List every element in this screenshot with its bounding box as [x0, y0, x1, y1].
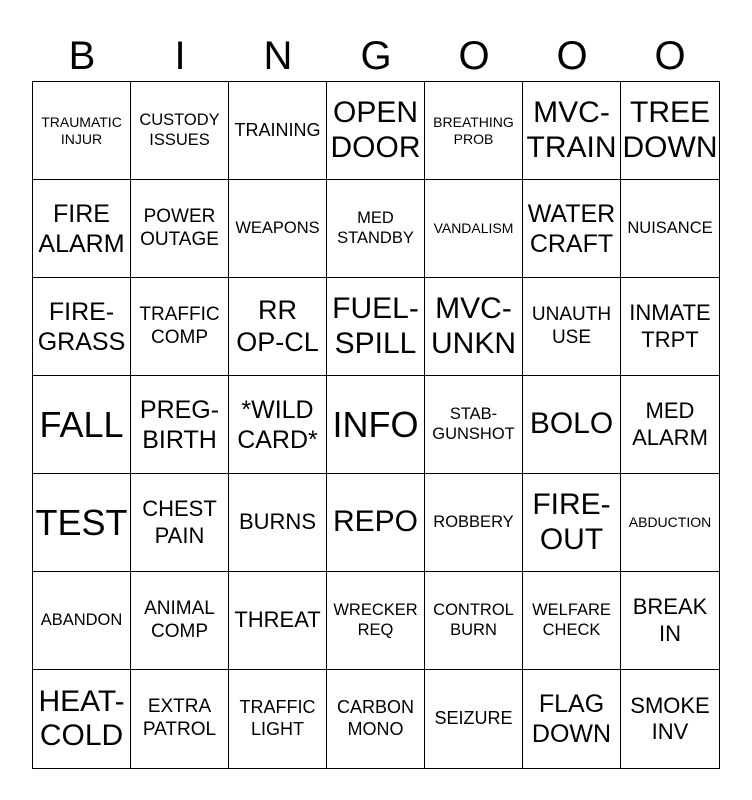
bingo-cell[interactable] [327, 670, 425, 768]
cell-label: WELFARE CHECK [532, 600, 611, 639]
bingo-cell[interactable] [621, 572, 719, 670]
cell-label: POWER OUTAGE [140, 205, 219, 250]
header-letter-n: N [263, 34, 293, 78]
bingo-cell[interactable] [33, 82, 131, 180]
cell-label: NUISANCE [627, 218, 713, 237]
cell-label: BOLO [529, 407, 614, 441]
bingo-cell[interactable] [523, 82, 621, 180]
bingo-cell[interactable] [229, 180, 327, 278]
bingo-cell[interactable] [425, 572, 523, 670]
bingo-header [33, 30, 719, 82]
cell-label: MVC- TRAIN [526, 96, 617, 164]
bingo-cell[interactable] [621, 82, 719, 180]
bingo-cell[interactable] [229, 572, 327, 670]
header-letter-i: I [174, 34, 186, 78]
cell-label: RR OP-CL [236, 295, 319, 357]
cell-label: TREE DOWN [622, 96, 718, 164]
bingo-cell[interactable] [229, 278, 327, 376]
cell-label: TRAFFIC LIGHT [239, 697, 316, 739]
header-letter-o-1: O [458, 34, 490, 78]
bingo-cell[interactable] [621, 278, 719, 376]
cell-label: THREAT [234, 607, 321, 633]
cell-label: MED ALARM [632, 398, 708, 450]
bingo-cell[interactable] [621, 376, 719, 474]
cell-label: ANIMAL COMP [144, 597, 215, 642]
bingo-cell[interactable] [523, 278, 621, 376]
cell-label: UNAUTH USE [531, 303, 612, 348]
bingo-cell[interactable] [229, 670, 327, 768]
cell-label: VANDALISM [433, 220, 514, 237]
bingo-cell[interactable] [33, 572, 131, 670]
bingo-cell[interactable] [425, 82, 523, 180]
cell-label: CHEST PAIN [142, 496, 217, 548]
bingo-cell[interactable] [523, 474, 621, 572]
cell-label: MED STANDBY [337, 208, 414, 247]
cell-label: PREG- BIRTH [139, 395, 220, 454]
cell-label: FIRE- GRASS [37, 297, 126, 356]
cell-label: TRAUMATIC INJUR [41, 113, 122, 147]
bingo-cell[interactable] [131, 572, 229, 670]
cell-label: OPEN DOOR [330, 96, 421, 164]
cell-label: CARBON MONO [336, 697, 414, 739]
bingo-cell[interactable] [327, 376, 425, 474]
bingo-cell[interactable] [621, 474, 719, 572]
cell-label: TEST [35, 501, 128, 543]
bingo-cell[interactable] [131, 278, 229, 376]
cell-label: MVC- UNKN [430, 292, 516, 360]
bingo-cell[interactable] [425, 376, 523, 474]
bingo-cell[interactable] [523, 376, 621, 474]
bingo-cell[interactable] [131, 376, 229, 474]
bingo-cell[interactable] [33, 180, 131, 278]
bingo-cell[interactable] [327, 474, 425, 572]
bingo-board [32, 81, 720, 769]
header-letter-g: G [360, 34, 392, 78]
cell-label: FIRE- OUT [532, 488, 611, 556]
bingo-cell[interactable] [523, 572, 621, 670]
cell-label: CONTROL BURN [433, 600, 514, 639]
cell-label: INFO [332, 403, 419, 445]
cell-label: INMATE TRPT [629, 300, 711, 352]
cell-label: BURNS [238, 509, 316, 535]
bingo-cell[interactable] [229, 474, 327, 572]
cell-label: TRAINING [234, 119, 321, 140]
cell-label: EXTRA PATROL [142, 696, 217, 740]
bingo-cell[interactable] [131, 474, 229, 572]
bingo-cell[interactable] [621, 180, 719, 278]
bingo-cell[interactable] [131, 82, 229, 180]
cell-label: ROBBERY [433, 512, 514, 531]
bingo-cell[interactable] [33, 474, 131, 572]
bingo-cell[interactable] [425, 670, 523, 768]
header-letter-b: B [68, 34, 96, 78]
bingo-cell[interactable] [229, 82, 327, 180]
cell-label: BREAK IN [632, 594, 708, 646]
bingo-cell[interactable] [425, 474, 523, 572]
bingo-cell[interactable] [327, 278, 425, 376]
cell-label: CUSTODY ISSUES [139, 110, 220, 149]
cell-label: HEAT- COLD [38, 684, 125, 752]
cell-label: FIRE ALARM [38, 199, 125, 258]
cell-label: BREATHING PROB [433, 113, 514, 147]
cell-label: WEAPONS [235, 218, 320, 237]
cell-label: STAB- GUNSHOT [432, 404, 515, 443]
bingo-cell[interactable] [327, 82, 425, 180]
cell-label: REPO [332, 505, 419, 539]
cell-label: *WILD CARD* [237, 395, 318, 454]
header-letter-o-3: O [654, 34, 686, 78]
bingo-cell[interactable] [131, 670, 229, 768]
bingo-cell[interactable] [327, 180, 425, 278]
cell-label: ABANDON [40, 610, 123, 629]
bingo-cell[interactable] [621, 670, 719, 768]
bingo-cell[interactable] [425, 180, 523, 278]
bingo-cell[interactable] [33, 376, 131, 474]
bingo-cell[interactable] [523, 670, 621, 768]
cell-label: FLAG DOWN [531, 690, 612, 748]
bingo-cell[interactable] [33, 278, 131, 376]
bingo-cell[interactable] [523, 180, 621, 278]
bingo-cell[interactable] [327, 572, 425, 670]
cell-label: ABDUCTION [628, 514, 712, 531]
cell-label: SEIZURE [434, 708, 513, 729]
cell-label: SMOKE INV [630, 692, 710, 744]
header-letter-o-2: O [556, 34, 588, 78]
cell-label: FUEL- SPILL [332, 292, 419, 360]
bingo-cell[interactable] [229, 376, 327, 474]
cell-label: WATER CRAFT [527, 199, 616, 258]
cell-label: TRAFFIC COMP [139, 303, 220, 348]
bingo-cell[interactable] [33, 670, 131, 768]
bingo-cell[interactable] [425, 278, 523, 376]
bingo-cell[interactable] [131, 180, 229, 278]
cell-label: WRECKER REQ [333, 600, 418, 639]
cell-label: FALL [39, 403, 124, 445]
